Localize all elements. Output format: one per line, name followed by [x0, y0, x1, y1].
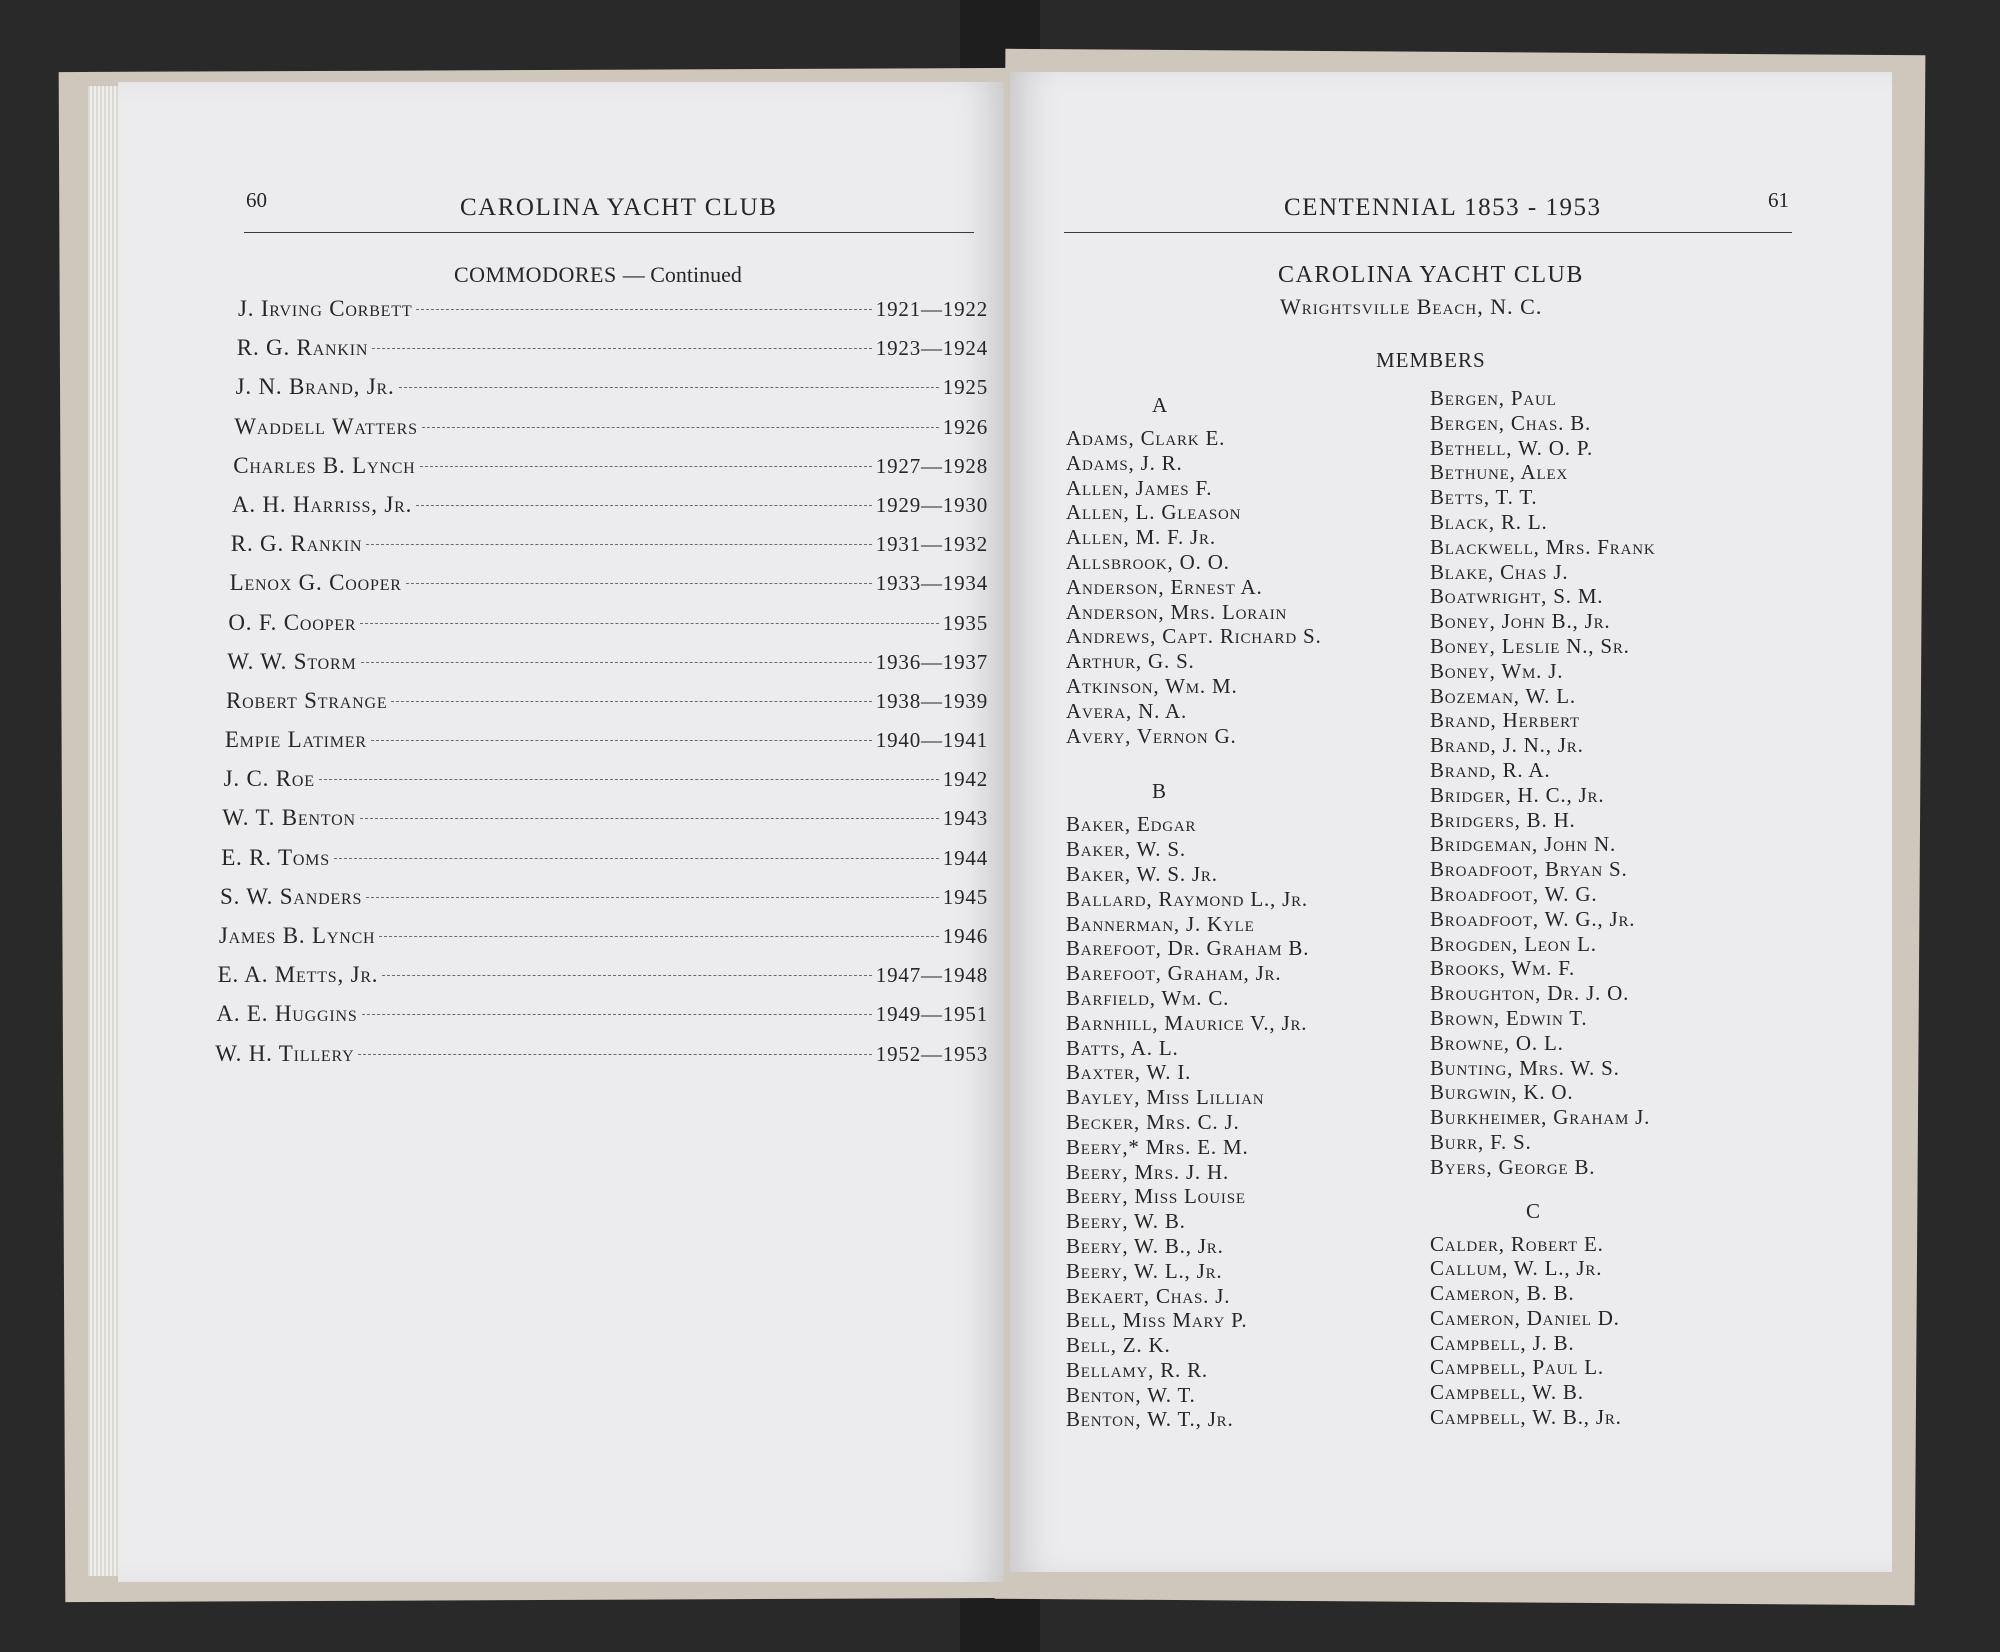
- member-entry: Adams, Clark E.: [1066, 426, 1226, 450]
- member-entry: Bellamy, R. R.: [1066, 1357, 1208, 1382]
- commodore-row: [232, 492, 988, 531]
- member-entry: Bethell, W. O. P.: [1430, 435, 1594, 460]
- member-entry: Anderson, Mrs. Lorain: [1066, 599, 1288, 624]
- page-edges: [88, 86, 120, 1576]
- commodore-row: [216, 1001, 988, 1040]
- member-entry: Atkinson, Wm. M.: [1066, 673, 1238, 698]
- commodore-years: 1946: [942, 924, 988, 948]
- member-entry: Boney, Wm. J.: [1430, 658, 1564, 683]
- member-entry: Cameron, Daniel D.: [1430, 1305, 1620, 1330]
- member-entry: Broadfoot, W. G., Jr.: [1430, 906, 1636, 931]
- commodores-heading: [454, 262, 742, 288]
- member-entry: Barnhill, Maurice V., Jr.: [1066, 1010, 1308, 1035]
- leader-dots: [399, 387, 939, 388]
- member-entry: Barefoot, Dr. Graham B.: [1066, 936, 1310, 961]
- commodore-row: [238, 296, 988, 335]
- commodores-heading-suffix: — Continued: [622, 262, 742, 287]
- commodore-years: 1935: [942, 610, 988, 635]
- right-header-rule: [1064, 232, 1792, 233]
- member-entry: Broadfoot, Bryan S.: [1430, 857, 1628, 882]
- member-entry: Allen, James F.: [1066, 475, 1213, 500]
- member-entry: Brand, R. A.: [1430, 757, 1551, 782]
- leader-dots: [372, 348, 872, 349]
- members-column-1: [1066, 384, 1446, 1432]
- commodore-row: [236, 374, 988, 413]
- commodore-years: 1921—1922: [875, 297, 988, 321]
- member-entry: Callum, W. L., Jr.: [1430, 1256, 1603, 1281]
- member-entry: Allen, L. Gleason: [1066, 500, 1242, 525]
- commodore-name: R. G. Rankin: [230, 531, 363, 557]
- member-entry: Cameron, B. B.: [1430, 1281, 1575, 1306]
- commodore-row: [221, 845, 988, 884]
- commodore-years: 1944: [942, 845, 988, 870]
- commodore-years: 1940—1941: [875, 728, 988, 753]
- leader-dots: [382, 975, 871, 976]
- member-entry: Brand, Herbert: [1430, 708, 1580, 733]
- member-entry: Burr, F. S.: [1430, 1129, 1532, 1154]
- member-entry: Beery, W. B., Jr.: [1066, 1233, 1224, 1258]
- club-name: CAROLINA YACHT CLUB: [1278, 262, 1584, 288]
- commodore-row: [218, 962, 988, 1001]
- member-entry: Brogden, Leon L.: [1430, 931, 1597, 956]
- commodore-name: J. N. Brand, Jr.: [235, 374, 395, 400]
- member-entry: Broadfoot, W. G.: [1430, 881, 1598, 906]
- member-entry: Boney, John B., Jr.: [1430, 609, 1611, 634]
- leader-dots: [416, 309, 871, 310]
- member-entry: Barefoot, Graham, Jr.: [1066, 961, 1282, 986]
- club-location: Wrightsville Beach, N. C.: [1280, 294, 1543, 319]
- commodore-row: [219, 923, 988, 962]
- member-entry: Arthur, G. S.: [1066, 649, 1195, 674]
- member-entry: Bridger, H. C., Jr.: [1430, 782, 1605, 807]
- member-entry: Burgwin, K. O.: [1430, 1080, 1574, 1105]
- commodore-name: J. C. Roe: [223, 766, 315, 792]
- commodore-years: 1923—1924: [875, 336, 988, 361]
- letter-heading-b: B: [1152, 779, 1167, 804]
- member-entry: Anderson, Ernest A.: [1066, 574, 1263, 599]
- commodore-row: [220, 884, 988, 923]
- member-entry: Bayley, Miss Lillian: [1066, 1085, 1265, 1110]
- member-entry: Broughton, Dr. J. O.: [1430, 981, 1630, 1006]
- commodore-years: 1926: [942, 414, 988, 439]
- leader-dots: [358, 1054, 871, 1055]
- commodore-row: [225, 727, 988, 766]
- leader-dots: [420, 466, 872, 467]
- member-entry: Bozeman, W. L.: [1430, 683, 1576, 708]
- commodore-row: [215, 1041, 988, 1080]
- member-entry: Campbell, J. B.: [1430, 1330, 1575, 1355]
- member-entry: Becker, Mrs. C. J.: [1066, 1109, 1240, 1134]
- commodore-years: 1952—1953: [875, 1041, 988, 1066]
- leader-dots: [361, 662, 872, 663]
- commodore-years: 1949—1951: [875, 1002, 988, 1027]
- member-entry: Ballard, Raymond L., Jr.: [1066, 886, 1308, 911]
- member-entry: Bunting, Mrs. W. S.: [1430, 1055, 1620, 1080]
- member-entry: Baker, W. S.: [1066, 837, 1186, 862]
- leader-dots: [334, 858, 939, 859]
- member-entry: Blake, Chas J.: [1430, 559, 1569, 584]
- commodore-name: Lenox G. Cooper: [229, 570, 402, 596]
- commodore-name: A. E. Huggins: [216, 1001, 358, 1027]
- commodore-years: 1945: [942, 884, 988, 909]
- commodore-row: [226, 688, 988, 727]
- member-entry: Andrews, Capt. Richard S.: [1066, 624, 1322, 649]
- commodore-years: 1933—1934: [875, 571, 988, 596]
- commodore-years: 1931—1932: [875, 532, 988, 557]
- commodore-name: Waddell Watters: [234, 413, 418, 439]
- member-entry: Adams, J. R.: [1066, 450, 1183, 475]
- commodore-name: S. W. Sanders: [220, 883, 363, 909]
- commodore-name: James B. Lynch: [218, 923, 376, 948]
- commodore-row: [233, 453, 988, 492]
- member-entry: Campbell, W. B.: [1430, 1380, 1584, 1405]
- right-page-number: 61: [1768, 188, 1789, 212]
- member-entry: Byers, George B.: [1430, 1154, 1596, 1179]
- commodore-row: [228, 610, 988, 649]
- member-entry: Baker, W. S. Jr.: [1066, 861, 1218, 886]
- member-entry: Boatwright, S. M.: [1430, 584, 1604, 609]
- commodore-years: 1943: [942, 806, 988, 831]
- member-entry: Bergen, Paul: [1430, 386, 1557, 410]
- commodore-years: 1938—1939: [875, 688, 988, 713]
- members-column-2: [1430, 386, 1810, 1430]
- member-entry: Campbell, Paul L.: [1430, 1355, 1604, 1380]
- member-entry: Allen, M. F. Jr.: [1066, 525, 1216, 550]
- member-entry: Browne, O. L.: [1430, 1030, 1564, 1055]
- member-entry: Bannerman, J. Kyle: [1066, 911, 1255, 936]
- commodore-years: 1947—1948: [875, 963, 988, 988]
- commodore-row: [230, 570, 988, 609]
- leader-dots: [366, 544, 872, 545]
- member-entry: Benton, W. T.: [1066, 1382, 1196, 1407]
- members-heading: MEMBERS: [1376, 348, 1486, 372]
- member-entry: Avery, Vernon G.: [1066, 723, 1237, 748]
- letter-heading-a: A: [1152, 393, 1168, 417]
- member-entry: Bell, Miss Mary P.: [1066, 1308, 1248, 1333]
- left-header-rule: [244, 232, 974, 233]
- member-entry: Beery, Mrs. J. H.: [1066, 1159, 1230, 1184]
- member-entry: Black, R. L.: [1430, 509, 1548, 534]
- member-entry: Beery, Miss Louise: [1066, 1184, 1246, 1209]
- member-entry: Calder, Robert E.: [1430, 1231, 1604, 1256]
- leader-dots: [362, 1014, 872, 1015]
- right-running-head: CENTENNIAL 1853 - 1953: [1284, 194, 1602, 221]
- commodore-years: 1942: [942, 767, 988, 792]
- left-running-head: CAROLINA YACHT CLUB: [460, 194, 778, 221]
- leader-dots: [406, 583, 872, 584]
- leader-dots: [366, 897, 939, 898]
- member-entry: Allsbrook, O. O.: [1066, 549, 1230, 574]
- member-entry: Bell, Z. K.: [1066, 1333, 1171, 1358]
- left-page-number: 60: [246, 188, 267, 212]
- commodore-row: [237, 335, 988, 374]
- member-entry: Bethune, Alex: [1430, 460, 1569, 485]
- commodore-name: Robert Strange: [226, 687, 388, 713]
- member-entry: Baker, Edgar: [1066, 812, 1197, 837]
- member-entry: Campbell, W. B., Jr.: [1430, 1405, 1622, 1430]
- member-entry: Blackwell, Mrs. Frank: [1430, 534, 1656, 559]
- letter-heading-c: C: [1526, 1198, 1541, 1223]
- commodore-years: 1936—1937: [875, 649, 988, 674]
- member-entry: Brand, J. N., Jr.: [1430, 733, 1584, 758]
- leader-dots: [371, 740, 872, 741]
- commodore-name: A. H. Harriss, Jr.: [232, 491, 413, 517]
- leader-dots: [360, 818, 939, 819]
- member-entry: Beery, W. L., Jr.: [1066, 1258, 1223, 1283]
- member-entry: Bergen, Chas. B.: [1430, 410, 1592, 435]
- leader-dots: [360, 623, 938, 624]
- commodore-name: W. W. Storm: [227, 648, 357, 674]
- commodores-list: [215, 296, 988, 1080]
- commodore-row: [227, 649, 988, 688]
- commodore-years: 1927—1928: [875, 453, 988, 478]
- member-entry: Brooks, Wm. F.: [1430, 956, 1576, 981]
- commodore-row: [224, 766, 988, 805]
- leader-dots: [319, 779, 939, 780]
- commodore-row: [231, 531, 988, 570]
- member-entry: Bridgeman, John N.: [1430, 832, 1617, 857]
- member-entry: Beery, W. B.: [1066, 1209, 1186, 1234]
- member-entry: Beery,* Mrs. E. M.: [1066, 1134, 1249, 1159]
- commodore-name: W. H. Tillery: [215, 1040, 355, 1066]
- commodore-name: Charles B. Lynch: [233, 452, 416, 478]
- commodore-name: J. Irving Corbett: [238, 296, 413, 321]
- leader-dots: [416, 505, 872, 506]
- commodore-name: E. R. Toms: [221, 844, 330, 870]
- commodore-row: [222, 805, 988, 844]
- leader-dots: [391, 701, 871, 702]
- commodore-name: O. F. Cooper: [228, 609, 357, 635]
- member-entry: Burkheimer, Graham J.: [1430, 1105, 1651, 1130]
- member-entry: Brown, Edwin T.: [1430, 1005, 1588, 1030]
- member-entry: Benton, W. T., Jr.: [1066, 1407, 1234, 1432]
- member-entry: Boney, Leslie N., Sr.: [1430, 633, 1630, 658]
- commodore-years: 1929—1930: [875, 492, 988, 517]
- commodore-name: W. T. Benton: [222, 805, 356, 831]
- commodore-row: [234, 414, 988, 453]
- leader-dots: [422, 427, 939, 428]
- member-entry: Avera, N. A.: [1066, 698, 1188, 723]
- member-entry: Betts, T. T.: [1430, 485, 1538, 510]
- member-entry: Bekaert, Chas. J.: [1066, 1283, 1231, 1308]
- leader-dots: [379, 936, 938, 937]
- member-entry: Barfield, Wm. C.: [1066, 985, 1230, 1010]
- commodore-name: E. A. Metts, Jr.: [217, 962, 379, 988]
- member-entry: Baxter, W. I.: [1066, 1060, 1192, 1085]
- member-entry: Bridgers, B. H.: [1430, 807, 1576, 832]
- member-entry: Batts, A. L.: [1066, 1035, 1179, 1060]
- commodore-years: 1925: [942, 375, 988, 400]
- commodore-name: R. G. Rankin: [236, 335, 369, 361]
- commodore-name: Empie Latimer: [224, 727, 367, 753]
- commodores-heading-text: COMMODORES: [454, 262, 617, 287]
